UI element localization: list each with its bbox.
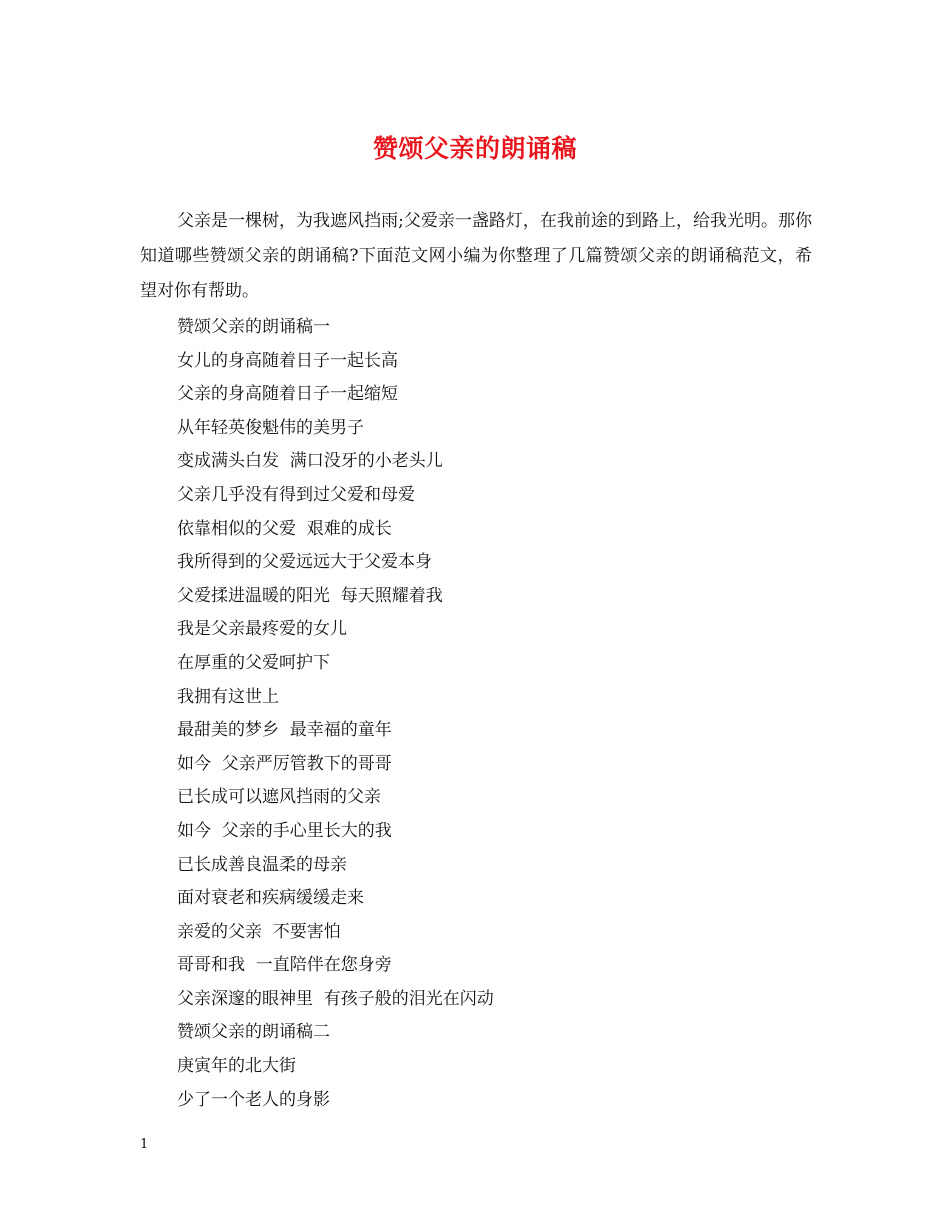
- text-line: 亲爱的父亲 不要害怕: [177, 921, 341, 942]
- text-line: 已长成善良温柔的母亲: [177, 854, 347, 875]
- text-line: 我是父亲最疼爱的女儿: [177, 619, 347, 640]
- text-line: 少了一个老人的身影: [177, 1089, 330, 1110]
- text-line: 从年轻英俊魁伟的美男子: [177, 417, 364, 438]
- text-line: 父亲深邃的眼神里 有孩子般的泪光在闪动: [177, 988, 494, 1009]
- text-line: 赞颂父亲的朗诵稿一: [177, 317, 330, 337]
- text-line: 如今 父亲的手心里长大的我: [177, 820, 392, 841]
- text-line: 如今 父亲严厉管教下的哥哥: [177, 753, 392, 774]
- text-line: 依靠相似的父爱 艰难的成长: [177, 518, 392, 539]
- text-line: 赞颂父亲的朗诵稿二: [177, 1022, 330, 1043]
- text-line: 庚寅年的北大街: [177, 1056, 296, 1077]
- text-line: 女儿的身高随着日子一起长高: [177, 350, 398, 371]
- text-line: 已长成可以遮风挡雨的父亲: [177, 787, 381, 808]
- text-line: 父爱揉进温暖的阳光 每天照耀着我: [177, 585, 443, 606]
- text-line: 在厚重的父爱呵护下: [177, 652, 330, 673]
- text-line: 父亲几乎没有得到过父爱和母爱: [177, 484, 415, 505]
- text-line: 面对衰老和疾病缓缓走来: [177, 888, 364, 909]
- intro-paragraph: 父亲是一棵树，为我遮风挡雨;父爱亲一盏路灯，在我前途的到路上，给我光明。那你知道哪些赞颂父亲的朗诵稿?下面范文网小编为你整理了几篇赞颂父亲的朗诵稿范文，希望对你有帮助。: [140, 211, 812, 301]
- text-line: 变成满头白发 满口没牙的小老头儿: [177, 451, 443, 472]
- poem-lines: [177, 311, 817, 1117]
- text-line: 最甜美的梦乡 最幸福的童年: [177, 720, 392, 741]
- text-line: 我拥有这世上: [177, 686, 279, 707]
- page-number: 1: [140, 1137, 149, 1152]
- text-line: 父亲的身高随着日子一起缩短: [177, 384, 398, 405]
- text-line: 哥哥和我 一直陪伴在您身旁: [177, 955, 392, 976]
- page-title: 赞颂父亲的朗诵稿: [372, 134, 577, 163]
- text-line: 我所得到的父爱远远大于父爱本身: [177, 552, 432, 573]
